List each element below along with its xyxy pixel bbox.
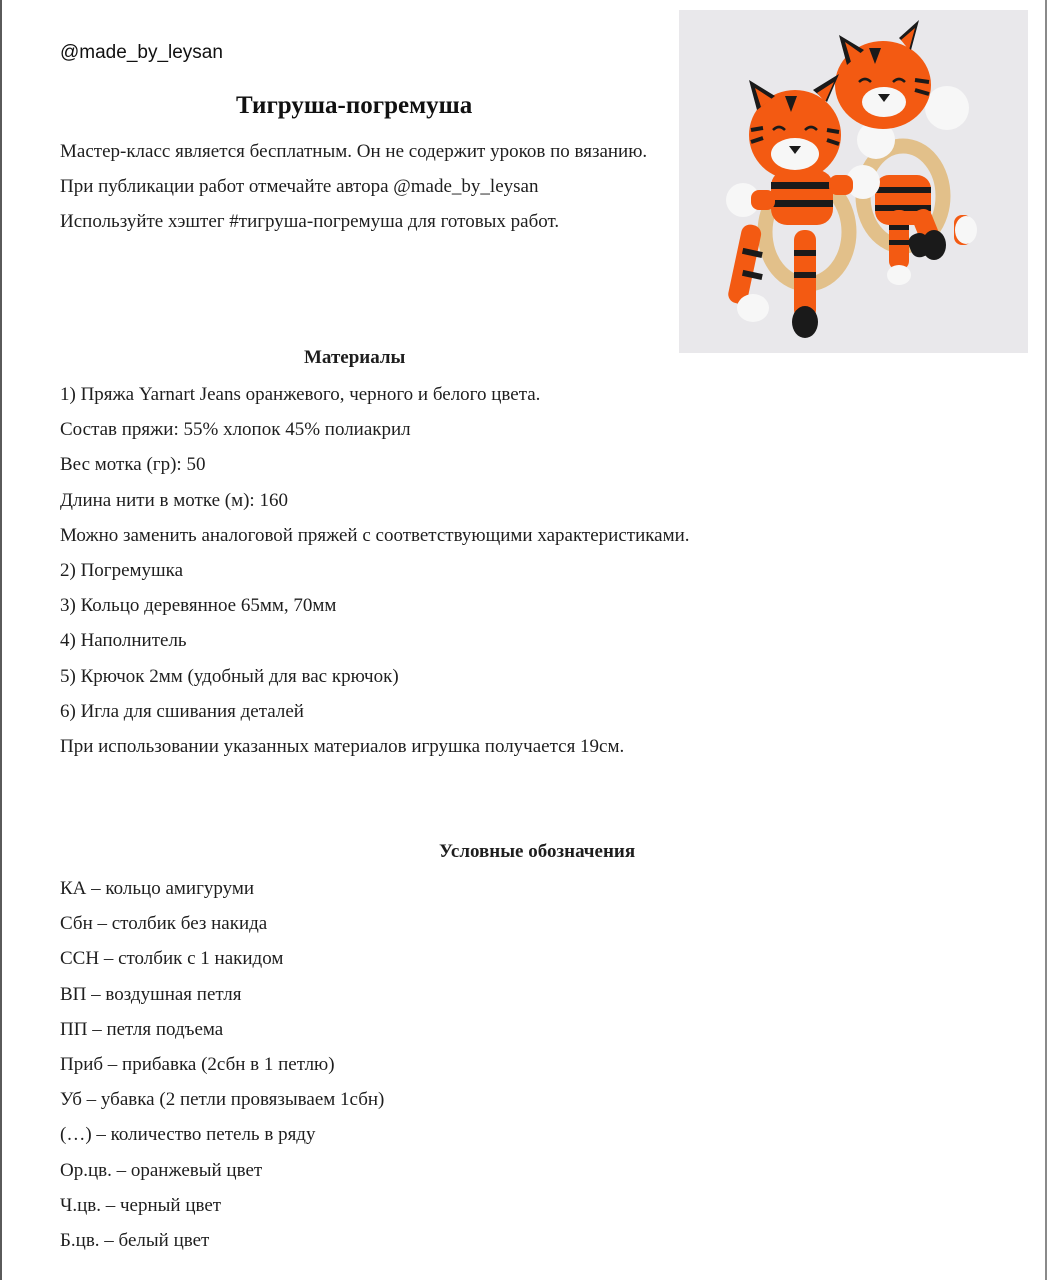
list-item: Можно заменить аналоговой пряжей с соответствующими характеристиками. [60, 524, 690, 546]
intro-credit-note: При публикации работ отмечайте автора @made_by_leysan [60, 176, 539, 197]
materials-heading: Материалы [304, 347, 406, 368]
list-item: Уб – убавка (2 петли провязываем 1сбн) [60, 1089, 385, 1111]
list-item: Ч.цв. – черный цвет [60, 1194, 222, 1216]
list-item: 2) Погремушка [60, 560, 184, 582]
list-item: Сбн – столбик без накида [60, 913, 268, 935]
page-edge-left [0, 0, 2, 1280]
abbreviations-list [60, 871, 384, 1258]
list-item: Ор.цв. – оранжевый цвет [60, 1159, 263, 1181]
page-title: Тигруша-погремуша [236, 92, 473, 119]
list-item: Б.цв. – белый цвет [60, 1230, 210, 1252]
list-item: 4) Наполнитель [60, 630, 187, 652]
list-item: Длина нити в мотке (м): 160 [60, 489, 288, 511]
tiger-rattle-photo [679, 10, 1028, 353]
page-edge-right [1045, 0, 1047, 1280]
list-item: ССН – столбик с 1 накидом [60, 948, 284, 970]
list-item: ВП – воздушная петля [60, 983, 242, 1005]
intro-hashtag-note: Используйте хэштег #тигруша-погремуша для готовых работ. [60, 211, 560, 232]
tiger-rattle-illustration [679, 10, 1028, 353]
list-item: Состав пряжи: 55% хлопок 45% полиакрил [60, 419, 411, 441]
list-item: При использовании указанных материалов игрушка получается 19см. [60, 736, 625, 758]
list-item: 3) Кольцо деревянное 65мм, 70мм [60, 595, 337, 617]
author-handle: @made_by_leysan [60, 42, 223, 63]
list-item: (…) – количество петель в ряду [60, 1124, 316, 1146]
list-item: 5) Крючок 2мм (удобный для вас крючок) [60, 665, 399, 687]
intro-paragraph [60, 134, 660, 239]
list-item: 1) Пряжа Yarnart Jeans оранжевого, черного и белого цвета. [60, 384, 541, 405]
list-item: КА – кольцо амигуруми [60, 878, 255, 899]
list-item: Вес мотка (гр): 50 [60, 454, 206, 476]
list-item: 6) Игла для сшивания деталей [60, 700, 304, 722]
list-item: Приб – прибавка (2сбн в 1 петлю) [60, 1054, 335, 1076]
legend-heading: Условные обозначения [439, 841, 636, 862]
list-item: ПП – петля подъема [60, 1018, 224, 1040]
materials-list [60, 377, 690, 764]
intro-free-note: Мастер-класс является бесплатным. Он не содержит уроков по вязанию. [60, 141, 648, 162]
